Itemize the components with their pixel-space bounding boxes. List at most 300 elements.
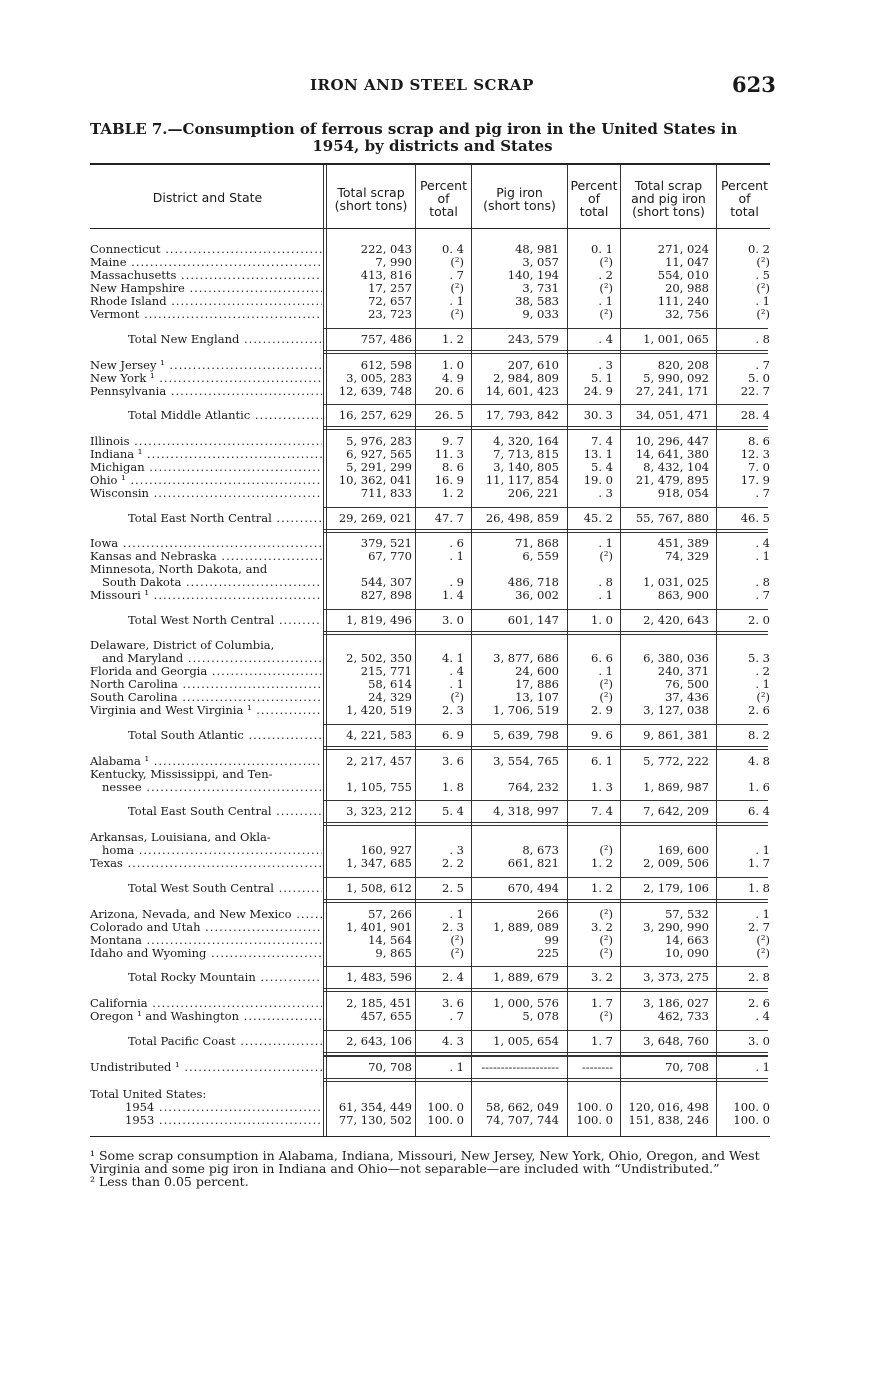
total-rule	[323, 991, 768, 992]
cell-col-3: 486, 718	[507, 575, 559, 589]
cell-col-2: 1. 8	[442, 780, 464, 794]
row-label: Kansas and Nebraska .....	[90, 550, 322, 563]
cell-col-2: 4. 9	[442, 371, 464, 385]
cell-col-2: (²)	[450, 946, 464, 960]
cell-col-3: 71, 868	[515, 536, 559, 550]
cell-col-6: 5. 0	[748, 371, 770, 385]
table-total-row	[90, 805, 780, 818]
table-row	[90, 308, 780, 321]
cell-col-3: 9, 033	[522, 307, 559, 321]
cell-col-1: 57, 266	[368, 907, 412, 921]
cell-col-3: 24, 600	[515, 664, 559, 678]
cell-col-2: (²)	[450, 255, 464, 269]
col-header-pig-iron	[472, 186, 567, 212]
row-label: South Dakota .....	[102, 576, 322, 589]
cell-col-4: . 2	[598, 268, 613, 282]
cell-col-5: 863, 900	[657, 588, 709, 602]
total-rule	[323, 429, 768, 430]
cell-col-6: 2. 0	[748, 613, 770, 627]
col-header-percent-scrap	[416, 179, 471, 218]
cell-col-6: . 7	[755, 486, 770, 500]
cell-col-6: . 1	[755, 549, 770, 563]
cell-col-1: 72, 657	[368, 294, 412, 308]
cell-col-5: 918, 054	[657, 486, 709, 500]
table-row	[90, 781, 780, 794]
cell-col-1: 3, 323, 212	[346, 804, 412, 818]
cell-col-3: 17, 886	[515, 677, 559, 691]
cell-col-1: 16, 257, 629	[338, 408, 412, 422]
cell-col-2: 1. 2	[442, 486, 464, 500]
col-header-text: total	[429, 204, 458, 219]
cell-col-1: 1, 401, 901	[346, 920, 412, 934]
table-total-row	[90, 1035, 780, 1048]
cell-col-5: 451, 389	[657, 536, 709, 550]
cell-col-3: 2, 984, 809	[493, 371, 559, 385]
cell-col-6: . 4	[755, 1009, 770, 1023]
row-label: 1954 .....	[125, 1101, 322, 1114]
total-rule	[323, 1081, 768, 1082]
cell-col-4: (²)	[599, 933, 613, 947]
cell-col-4: 0. 1	[591, 242, 613, 256]
cell-col-3: 14, 601, 423	[485, 384, 559, 398]
total-rule	[323, 988, 768, 989]
col-header-text: (short tons)	[483, 198, 556, 213]
table-total-row	[90, 971, 780, 984]
cell-col-5: 1, 001, 065	[643, 332, 709, 346]
row-label: Florida and Georgia .....	[90, 665, 322, 678]
cell-col-4: 9. 6	[591, 728, 613, 742]
cell-col-5: 120, 016, 498	[628, 1100, 709, 1114]
cell-col-4: 45. 2	[583, 511, 613, 525]
col-header-text: of	[738, 191, 751, 206]
cell-col-2: . 7	[449, 1009, 464, 1023]
cell-col-2: 16. 9	[434, 473, 464, 487]
row-label: Arkansas, Louisiana, and Okla-	[90, 831, 271, 844]
cell-col-6: 7. 0	[748, 460, 770, 474]
table-row	[90, 385, 780, 398]
cell-col-4: 30. 3	[583, 408, 613, 422]
row-label: Texas .....	[90, 857, 322, 870]
cell-col-1: 1, 420, 519	[346, 703, 412, 717]
cell-col-3: 206, 221	[507, 486, 559, 500]
cell-col-6: . 8	[755, 575, 770, 589]
footnote-2: ² Less than 0.05 percent.	[90, 1174, 249, 1189]
row-label: Oregon ¹ and Washington .....	[90, 1010, 322, 1023]
cell-col-5: 21, 479, 895	[635, 473, 709, 487]
cell-col-3: 670, 494	[507, 881, 559, 895]
cell-col-3: 207, 610	[507, 358, 559, 372]
cell-col-1: 1, 347, 685	[346, 856, 412, 870]
total-rule	[323, 328, 768, 329]
cell-col-3: 1, 005, 654	[493, 1034, 559, 1048]
row-label: Idaho and Wyoming .....	[90, 947, 322, 960]
cell-col-4: 3. 2	[591, 920, 613, 934]
row-label: Total United States:	[90, 1088, 207, 1101]
row-label: Arizona, Nevada, and New Mexico .....	[90, 908, 322, 921]
cell-col-5: 10, 296, 447	[635, 434, 709, 448]
cell-col-6: 6. 4	[748, 804, 770, 818]
cell-col-4: 1. 7	[591, 1034, 613, 1048]
cell-col-6: . 8	[755, 332, 770, 346]
row-label: Pennsylvania .....	[90, 385, 322, 398]
cell-col-1: 5, 291, 299	[346, 460, 412, 474]
row-label: and Maryland .....	[102, 652, 322, 665]
cell-col-2: . 1	[449, 549, 464, 563]
table-row	[90, 704, 780, 717]
cell-col-3: 48, 981	[515, 242, 559, 256]
cell-col-5: 7, 642, 209	[643, 804, 709, 818]
col-header-text: Percent	[570, 178, 618, 193]
cell-col-2: . 1	[449, 677, 464, 691]
table-row	[90, 589, 780, 602]
cell-col-6: . 5	[755, 268, 770, 282]
total-rule	[323, 426, 768, 427]
table-total-row	[90, 333, 780, 346]
caption-line-2: 1954, by districts and States	[312, 137, 553, 155]
row-label: New Hampshire .....	[90, 282, 322, 295]
cell-col-5: 74, 329	[665, 549, 709, 563]
cell-col-4: 100. 0	[576, 1113, 613, 1127]
cell-col-4: 7. 4	[591, 804, 613, 818]
cell-col-3: 36, 002	[515, 588, 559, 602]
cell-col-1: 413, 816	[360, 268, 412, 282]
cell-col-6: 100. 0	[733, 1113, 770, 1127]
cell-col-6: . 1	[755, 1060, 770, 1074]
row-label: Maine .....	[90, 256, 322, 269]
cell-col-4: 1. 2	[591, 881, 613, 895]
cell-col-6: 2. 6	[748, 703, 770, 717]
cell-col-6: . 1	[755, 907, 770, 921]
cell-col-2: 100. 0	[427, 1113, 464, 1127]
cell-col-5: 3, 373, 275	[643, 970, 709, 984]
total-rule	[323, 1052, 768, 1053]
cell-col-1: 9, 865	[375, 946, 412, 960]
cell-col-5: 240, 371	[657, 664, 709, 678]
cell-col-6: 8. 2	[748, 728, 770, 742]
cell-col-3: 5, 639, 798	[493, 728, 559, 742]
table-total-row	[90, 512, 780, 525]
cell-col-1: 1, 105, 755	[346, 780, 412, 794]
footnote-1: ¹ Some scrap consumption in Alabama, Indiana, Missouri, New Jersey, New York, Ohio, Oregon, and West Virginia and some pig iron in Indiana and Ohio—not separable—are included with “Undistributed.”	[90, 1148, 760, 1176]
cell-col-3: 3, 057	[522, 255, 559, 269]
running-header-title: IRON AND STEEL SCRAP	[310, 76, 534, 94]
cell-col-4: 1. 3	[591, 780, 613, 794]
cell-col-3: 4, 320, 164	[493, 434, 559, 448]
row-label: Virginia and West Virginia ¹ .....	[90, 704, 322, 717]
cell-col-1: 58, 614	[368, 677, 412, 691]
cell-col-2: 1. 0	[442, 358, 464, 372]
cell-col-1: 457, 655	[360, 1009, 412, 1023]
table-row	[90, 1061, 780, 1074]
cell-col-3: 1, 706, 519	[493, 703, 559, 717]
cell-col-5: 5, 990, 092	[643, 371, 709, 385]
cell-col-4: . 1	[598, 536, 613, 550]
cell-col-2: 100. 0	[427, 1100, 464, 1114]
total-rule	[323, 609, 768, 610]
cell-col-4: 5. 4	[591, 460, 613, 474]
cell-col-3: 13, 107	[515, 690, 559, 704]
table-row	[90, 487, 780, 500]
total-rule	[323, 1030, 768, 1031]
col-header-text: of	[587, 191, 601, 206]
row-label: Ohio ¹ .....	[90, 474, 322, 487]
cell-col-3: 225	[537, 946, 559, 960]
cell-col-6: 2. 7	[748, 920, 770, 934]
cell-col-5: 2, 009, 506	[643, 856, 709, 870]
row-label: Rhode Island .....	[90, 295, 322, 308]
cell-col-4: (²)	[599, 1009, 613, 1023]
cell-col-1: 23, 723	[368, 307, 412, 321]
cell-col-2: (²)	[450, 307, 464, 321]
cell-col-1: 70, 708	[368, 1060, 412, 1074]
cell-col-6: (²)	[756, 690, 770, 704]
col-header-text: Pig iron	[496, 185, 543, 200]
cell-col-6: 2. 8	[748, 970, 770, 984]
cell-col-5: 111, 240	[657, 294, 709, 308]
total-rule	[323, 350, 768, 351]
cell-col-4: 24. 9	[583, 384, 613, 398]
table-row	[90, 857, 780, 870]
cell-col-1: 711, 833	[360, 486, 412, 500]
cell-col-1: 17, 257	[368, 281, 412, 295]
cell-col-1: 379, 521	[360, 536, 412, 550]
cell-col-3: 7, 713, 815	[493, 447, 559, 461]
cell-col-1: 544, 307	[360, 575, 412, 589]
cell-col-5: 3, 127, 038	[643, 703, 709, 717]
cell-col-1: 5, 976, 283	[346, 434, 412, 448]
cell-col-4: 19. 0	[583, 473, 613, 487]
cell-col-6: . 4	[755, 536, 770, 550]
cell-col-5: 1, 869, 987	[643, 780, 709, 794]
cell-col-2: 47. 7	[434, 511, 464, 525]
row-label: Vermont .....	[90, 308, 322, 321]
cell-col-1: 757, 486	[360, 332, 412, 346]
cell-col-1: 2, 643, 106	[346, 1034, 412, 1048]
header-bottom-rule	[90, 228, 770, 229]
row-label: California .....	[90, 997, 322, 1010]
cell-col-5: 3, 186, 027	[643, 996, 709, 1010]
cell-col-5: 32, 756	[665, 307, 709, 321]
cell-col-3: 38, 583	[515, 294, 559, 308]
table-row	[90, 550, 780, 563]
row-label: Kentucky, Mississippi, and Ten-	[90, 768, 273, 781]
cell-col-6: (²)	[756, 933, 770, 947]
cell-col-2: 2. 3	[442, 703, 464, 717]
cell-col-3: 601, 147	[507, 613, 559, 627]
cell-col-6: . 1	[755, 843, 770, 857]
cell-col-5: 1, 031, 025	[643, 575, 709, 589]
cell-col-5: 70, 708	[665, 1060, 709, 1074]
cell-col-3: 661, 821	[507, 856, 559, 870]
cell-col-3: 1, 889, 089	[493, 920, 559, 934]
row-label: Connecticut .....	[90, 243, 322, 256]
cell-col-5: 37, 436	[665, 690, 709, 704]
cell-col-1: 215, 771	[360, 664, 412, 678]
cell-col-1: 67, 770	[368, 549, 412, 563]
cell-col-6: (²)	[756, 281, 770, 295]
cell-col-3: 11, 117, 854	[485, 473, 559, 487]
row-label: Indiana ¹ .....	[90, 448, 322, 461]
row-label: Missouri ¹ .....	[90, 589, 322, 602]
cell-col-3: 3, 140, 805	[493, 460, 559, 474]
cell-col-6: (²)	[756, 946, 770, 960]
cell-col-1: 6, 927, 565	[346, 447, 412, 461]
total-rule	[323, 749, 768, 750]
cell-col-5: 462, 733	[657, 1009, 709, 1023]
footnotes	[90, 1149, 775, 1188]
cell-col-1: 1, 483, 596	[346, 970, 412, 984]
cell-col-3: --------------------	[481, 1060, 559, 1074]
cell-col-3: 17, 793, 842	[485, 408, 559, 422]
cell-col-4: (²)	[599, 549, 613, 563]
cell-col-3: 74, 707, 744	[485, 1113, 559, 1127]
cell-col-2: 4. 3	[442, 1034, 464, 1048]
cell-col-4: (²)	[599, 677, 613, 691]
cell-col-2: . 1	[449, 1060, 464, 1074]
cell-col-4: 3. 2	[591, 970, 613, 984]
cell-col-2: . 7	[449, 268, 464, 282]
cell-col-6: . 7	[755, 588, 770, 602]
cell-col-2: . 1	[449, 907, 464, 921]
row-label: Wisconsin .....	[90, 487, 322, 500]
table-row	[90, 947, 780, 960]
cell-col-5: 2, 420, 643	[643, 613, 709, 627]
cell-col-6: (²)	[756, 307, 770, 321]
cell-col-2: 2. 4	[442, 970, 464, 984]
cell-col-5: 34, 051, 471	[635, 408, 709, 422]
cell-col-6: 8. 6	[748, 434, 770, 448]
cell-col-2: (²)	[450, 281, 464, 295]
row-label: Undistributed ¹ .....	[90, 1061, 322, 1074]
cell-col-5: 5, 772, 222	[643, 754, 709, 768]
total-rule	[323, 877, 768, 878]
row-label: homa .....	[102, 844, 322, 857]
cell-col-3: 4, 318, 997	[493, 804, 559, 818]
cell-col-4: 2. 9	[591, 703, 613, 717]
cell-col-3: 58, 662, 049	[485, 1100, 559, 1114]
total-rule	[323, 899, 768, 900]
cell-col-6: 1. 8	[748, 881, 770, 895]
col-header-percent-pig	[568, 179, 620, 218]
row-label: Delaware, District of Columbia,	[90, 639, 275, 652]
cell-col-4: 5. 1	[591, 371, 613, 385]
row-label: Total Rocky Mountain .....	[128, 971, 322, 984]
col-header-total-scrap	[327, 186, 415, 212]
cell-col-2: 4. 1	[442, 651, 464, 665]
cell-col-2: 1. 4	[442, 588, 464, 602]
col-header-district	[100, 191, 315, 204]
cell-col-6: 12. 3	[740, 447, 770, 461]
cell-col-1: 827, 898	[360, 588, 412, 602]
col-header-text: total	[730, 204, 759, 219]
cell-col-1: 7, 990	[375, 255, 412, 269]
row-label: Total West South Central .....	[128, 882, 322, 895]
cell-col-1: 14, 564	[368, 933, 412, 947]
cell-col-3: 3, 731	[522, 281, 559, 295]
cell-col-4: --------	[581, 1060, 613, 1074]
cell-col-6: . 1	[755, 294, 770, 308]
col-header-text: District and State	[152, 190, 263, 205]
cell-col-3: 3, 554, 765	[493, 754, 559, 768]
table-total-row	[90, 882, 780, 895]
row-label: Colorado and Utah .....	[90, 921, 322, 934]
cell-col-5: 11, 047	[665, 255, 709, 269]
total-rule	[323, 1078, 768, 1079]
cell-col-3: 140, 194	[507, 268, 559, 282]
cell-col-4: 1. 2	[591, 856, 613, 870]
row-label: Michigan .....	[90, 461, 322, 474]
table-bottom-rule	[90, 1136, 770, 1137]
cell-col-4: 6. 1	[591, 754, 613, 768]
cell-col-3: 99	[544, 933, 559, 947]
cell-col-4: . 1	[598, 664, 613, 678]
cell-col-4: (²)	[599, 690, 613, 704]
cell-col-6: 100. 0	[733, 1100, 770, 1114]
row-label: Minnesota, North Dakota, and	[90, 563, 268, 576]
total-rule	[323, 825, 768, 826]
cell-col-1: 2, 502, 350	[346, 651, 412, 665]
row-label: Total West North Central .....	[128, 614, 322, 627]
cell-col-4: (²)	[599, 255, 613, 269]
cell-col-6: 2. 6	[748, 996, 770, 1010]
cell-col-4: . 1	[598, 588, 613, 602]
cell-col-4: 13. 1	[583, 447, 613, 461]
cell-col-5: 76, 500	[665, 677, 709, 691]
col-header-text: Total scrap	[634, 178, 703, 193]
cell-col-2: 2. 2	[442, 856, 464, 870]
row-label: North Carolina .....	[90, 678, 322, 691]
col-header-text: (short tons)	[632, 204, 705, 219]
cell-col-4: . 4	[598, 332, 613, 346]
cell-col-4: (²)	[599, 843, 613, 857]
cell-col-4: (²)	[599, 281, 613, 295]
cell-col-6: 4. 8	[748, 754, 770, 768]
cell-col-5: 554, 010	[657, 268, 709, 282]
cell-col-5: 3, 290, 990	[643, 920, 709, 934]
cell-col-2: . 9	[449, 575, 464, 589]
cell-col-1: 2, 217, 457	[346, 754, 412, 768]
cell-col-2: (²)	[450, 933, 464, 947]
col-header-percent-combined	[717, 179, 772, 218]
cell-col-1: 160, 927	[360, 843, 412, 857]
cell-col-1: 24, 329	[368, 690, 412, 704]
total-rule	[323, 746, 768, 747]
cell-col-6: . 2	[755, 664, 770, 678]
cell-col-3: 26, 498, 859	[485, 511, 559, 525]
table-row	[90, 755, 780, 768]
row-label: Massachusetts .....	[90, 269, 322, 282]
cell-col-1: 1, 508, 612	[346, 881, 412, 895]
row-label: Alabama ¹ .....	[90, 755, 322, 768]
cell-col-2: 26. 5	[434, 408, 464, 422]
row-label: 1953 .....	[125, 1114, 322, 1127]
cell-col-5: 27, 241, 171	[635, 384, 709, 398]
cell-col-6: 0. 2	[748, 242, 770, 256]
cell-col-2: 1. 2	[442, 332, 464, 346]
cell-col-4: 100. 0	[576, 1100, 613, 1114]
cell-col-6: 1. 7	[748, 856, 770, 870]
total-rule	[323, 1056, 768, 1057]
cell-col-1: 12, 639, 748	[338, 384, 412, 398]
cell-col-5: 55, 767, 880	[635, 511, 709, 525]
row-label: Total East South Central .....	[128, 805, 322, 818]
cell-col-5: 14, 641, 380	[635, 447, 709, 461]
cell-col-5: 9, 861, 381	[643, 728, 709, 742]
cell-col-6: . 7	[755, 358, 770, 372]
col-header-text: (short tons)	[334, 198, 408, 213]
cell-col-1: 222, 043	[360, 242, 412, 256]
row-label: Montana .....	[90, 934, 322, 947]
